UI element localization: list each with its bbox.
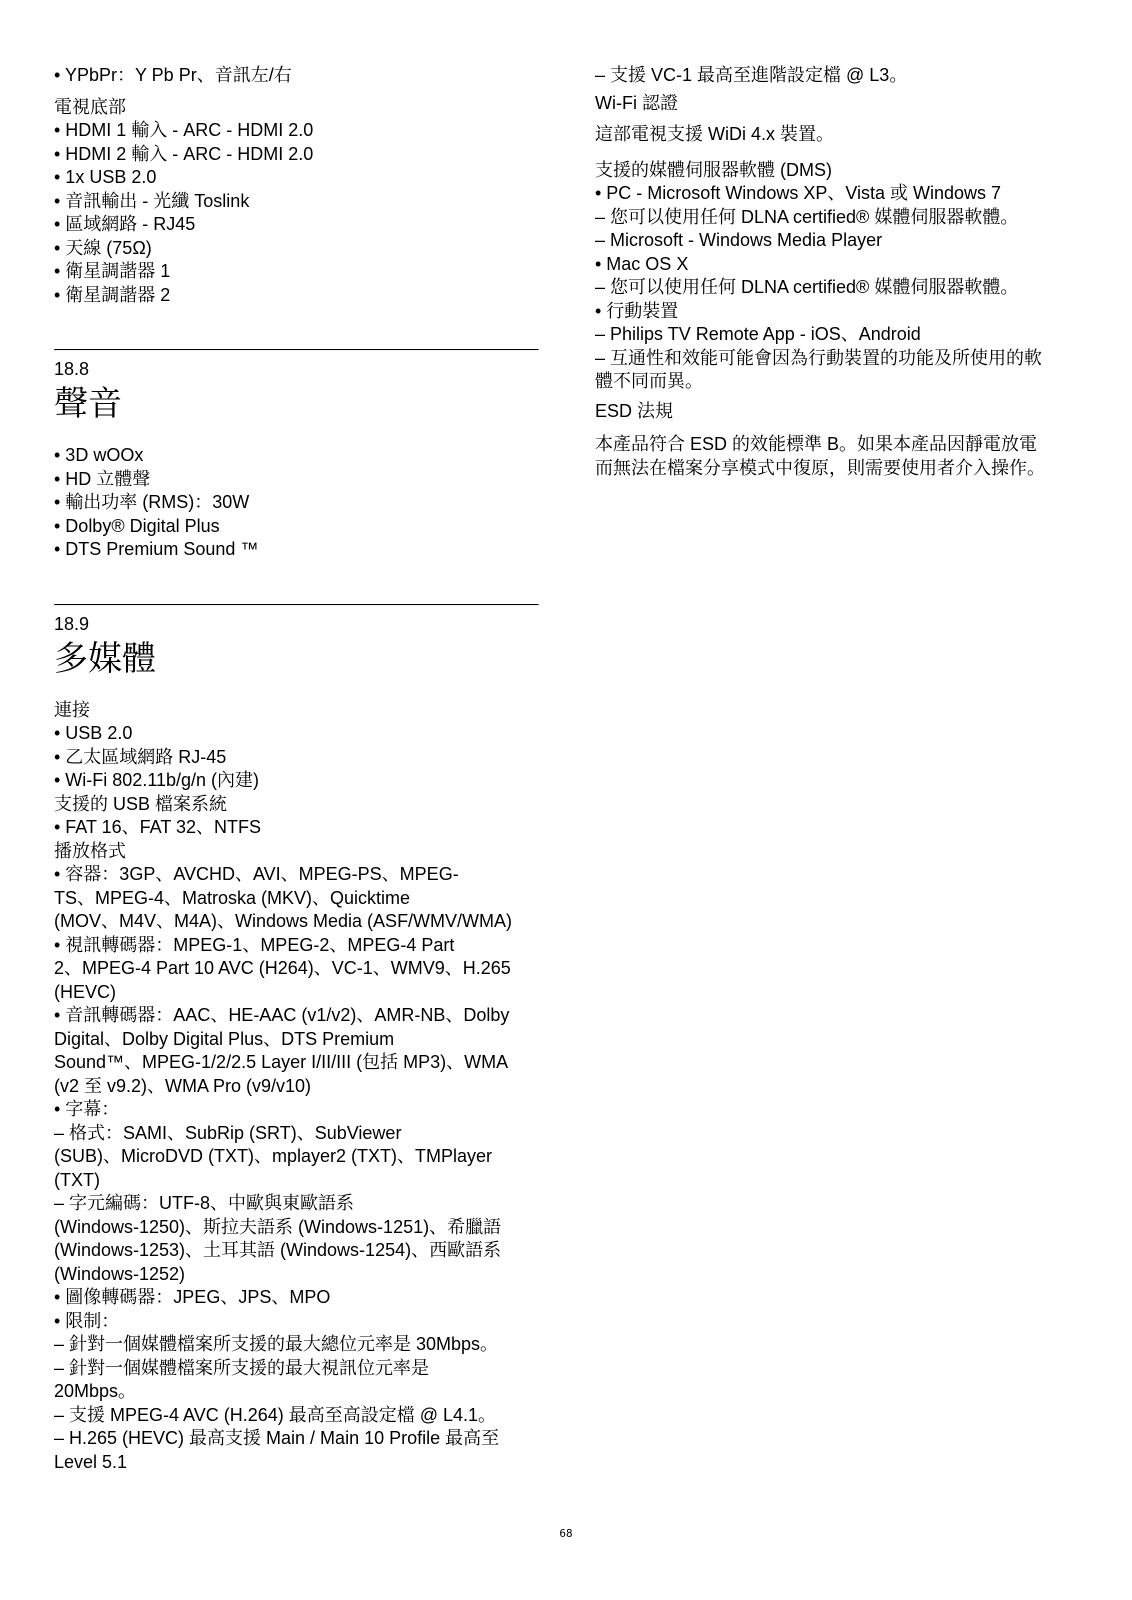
text-line: (SUB)、MicroDVD (TXT)、mplayer2 (TXT)、TMPlayer	[54, 1146, 493, 1166]
dms-section	[595, 159, 1080, 394]
section-divider	[54, 349, 539, 351]
esd-text-line: 而無法在檔案分享模式中復原，則需要使用者介入操作。	[595, 457, 1045, 478]
text-line: (Windows-1252)	[54, 1263, 186, 1284]
list-item: • 輸出功率 (RMS)：30W	[54, 492, 250, 512]
text-line: – 格式：SAMI、SubRip (SRT)、SubViewer	[54, 1122, 402, 1143]
text-line: • PC - Microsoft Windows XP、Vista 或 Windows 7	[595, 183, 1002, 203]
text-line: (Windows-1253)、土耳其語 (Windows-1254)、西歐語系	[54, 1240, 502, 1260]
right-column	[595, 64, 1080, 480]
text-line: – 字元編碼：UTF-8、中歐與東歐語系	[54, 1193, 355, 1213]
vc1-line: – 支援 VC-1 最高至進階設定檔 @ L3。	[595, 65, 908, 85]
text-line: • 字幕：	[54, 1099, 120, 1119]
text-line: 支援的媒體伺服器軟體 (DMS)	[595, 159, 832, 180]
text-line: 播放格式	[54, 840, 126, 861]
text-line: – H.265 (HEVC) 最高支援 Main / Main 10 Profile 最高至	[54, 1428, 500, 1448]
text-line: • 音訊轉碼器：AAC、HE-AAC (v1/v2)、AMR-NB、Dolby	[54, 1005, 510, 1025]
section-number-multimedia: 18.9	[54, 613, 90, 634]
text-line: Level 5.1	[54, 1451, 128, 1472]
text-line: TS、MPEG-4、Matroska (MKV)、Quicktime	[54, 887, 411, 908]
list-item: • HDMI 1 輸入 - ARC - HDMI 2.0	[54, 120, 314, 140]
list-item: • 區域網路 - RJ45	[54, 214, 196, 234]
wifi-text: 這部電視支援 WiDi 4.x 裝置。	[595, 124, 835, 144]
text-line: • USB 2.0	[54, 723, 133, 743]
ypbpr-line: • YPbPr：Y Pb Pr、音訊左/右	[54, 65, 292, 85]
wifi-heading: Wi-Fi 認證	[595, 92, 678, 113]
text-line: – 互通性和效能可能會因為行動裝置的功能及所使用的軟	[595, 347, 1043, 368]
list-item: • 1x USB 2.0	[54, 167, 157, 187]
text-line: 2、MPEG-4 Part 10 AVC (H264)、VC-1、WMV9、H.265	[54, 958, 511, 978]
section-title-multimedia: 多媒體	[54, 639, 156, 678]
text-line: • Wi-Fi 802.11b/g/n (內建)	[54, 770, 260, 790]
text-line: (v2 至 v9.2)、WMA Pro (v9/v10)	[54, 1075, 312, 1096]
multimedia-body	[54, 699, 539, 1475]
section-number-sound: 18.8	[54, 359, 90, 379]
text-line: Digital、Dolby Digital Plus、DTS Premium	[54, 1028, 395, 1049]
text-line: • 視訊轉碼器：MPEG-1、MPEG-2、MPEG-4 Part	[54, 934, 455, 955]
list-item: • HDMI 2 輸入 - ARC - HDMI 2.0	[54, 143, 314, 164]
text-line: • 容器：3GP、AVCHD、AVI、MPEG-PS、MPEG-	[54, 864, 459, 884]
text-line: 連接	[54, 699, 90, 720]
esd-heading: ESD 法規	[595, 400, 674, 421]
text-line: – 您可以使用任何 DLNA certified® 媒體伺服器軟體。	[595, 277, 1019, 297]
text-line: (TXT)	[54, 1169, 100, 1190]
list-item: • 音訊輸出 - 光纖 Toslink	[54, 190, 250, 211]
text-line: – Microsoft - Windows Media Player	[595, 230, 883, 250]
text-line: (HEVC)	[54, 981, 116, 1002]
list-item: • 3D wOOx	[54, 445, 144, 465]
section-title-sound: 聲音	[54, 385, 122, 423]
list-item: • 衛星調諧器 1	[54, 261, 171, 281]
text-line: – 針對一個媒體檔案所支援的最大總位元率是 30Mbps。	[54, 1334, 499, 1354]
text-line: • 行動裝置	[595, 300, 679, 321]
tv-bottom-heading: 電視底部	[54, 96, 126, 117]
tv-bottom-list	[54, 119, 539, 307]
list-item: • 天線 (75Ω)	[54, 237, 152, 258]
text-line: – 針對一個媒體檔案所支援的最大視訊位元率是	[54, 1357, 430, 1378]
list-item: • Dolby® Digital Plus	[54, 515, 220, 536]
page-number: 68	[559, 1527, 573, 1540]
list-item: • DTS Premium Sound ™	[54, 539, 259, 559]
text-line: (MOV、M4V、M4A)、Windows Media (ASF/WMV/WMA)	[54, 911, 513, 931]
list-item: • 衛星調諧器 2	[54, 284, 171, 305]
text-line: 20Mbps。	[54, 1381, 137, 1401]
text-line: • 限制：	[54, 1310, 120, 1331]
text-line: – Philips TV Remote App - iOS、Android	[595, 324, 921, 344]
sound-list	[54, 444, 539, 562]
text-line: • FAT 16、FAT 32、NTFS	[54, 817, 262, 837]
section-divider	[54, 604, 539, 606]
list-item: • HD 立體聲	[54, 468, 151, 489]
text-line: – 您可以使用任何 DLNA certified® 媒體伺服器軟體。	[595, 206, 1019, 227]
text-line: • Mac OS X	[595, 253, 689, 274]
esd-text-line: 本產品符合 ESD 的效能標準 B。如果本產品因靜電放電	[595, 434, 1038, 454]
text-line: 體不同而異。	[595, 371, 703, 391]
text-line: – 支援 MPEG-4 AVC (H.264) 最高至高設定檔 @ L4.1。	[54, 1404, 497, 1425]
text-line: Sound™、MPEG-1/2/2.5 Layer I/II/III (包括 MP3)、WMA	[54, 1052, 509, 1072]
text-line: 支援的 USB 檔案系統	[54, 793, 228, 814]
text-line: • 乙太區域網路 RJ-45	[54, 746, 227, 767]
text-line: (Windows-1250)、斯拉夫語系 (Windows-1251)、希臘語	[54, 1216, 502, 1237]
left-column	[54, 64, 539, 1474]
text-line: • 圖像轉碼器：JPEG、JPS、MPO	[54, 1287, 331, 1307]
